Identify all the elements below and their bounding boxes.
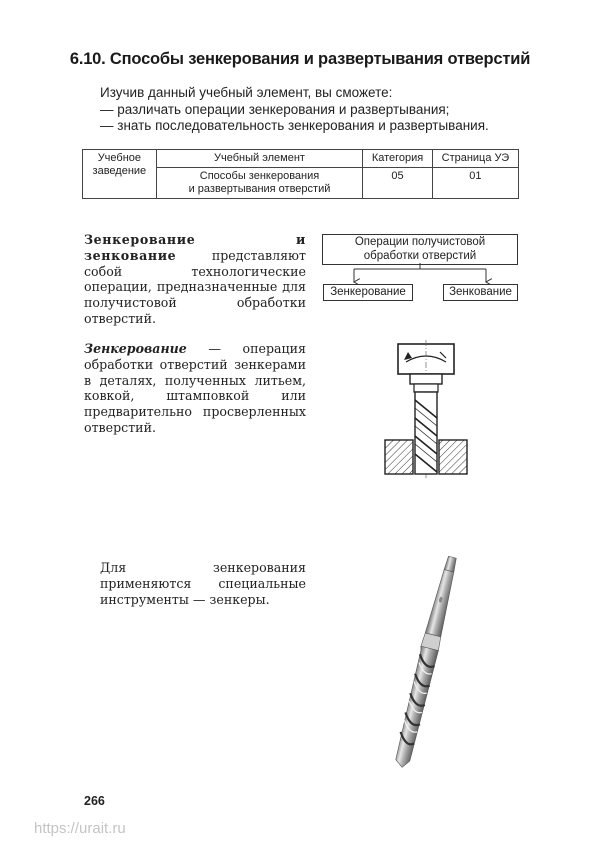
unit-name-cell	[156, 168, 363, 199]
term-zenkerovanie: Зенкерование	[84, 341, 187, 356]
countersinking-drawing	[380, 340, 470, 480]
page-number: 266	[84, 794, 105, 808]
unit-name-line: Способы зенкерования	[199, 170, 320, 182]
watermark-url: https://urait.ru	[34, 820, 126, 837]
header-category: Категория	[363, 150, 433, 168]
unit-name-line: и развертывания отверстий	[188, 183, 331, 195]
paragraph-text: представляют собой технологические операции, предназначенные для получистовой обработки отверстий.	[84, 247, 306, 326]
countersink-tool-image	[380, 552, 472, 774]
diagram-box-countersinking: Зенкерование	[323, 284, 413, 301]
header-page: Страница УЭ	[432, 150, 518, 168]
learning-objectives	[100, 85, 489, 135]
diagram-box-countersink: Зенкование	[443, 284, 518, 301]
header-institution: Учебное заведение	[83, 150, 157, 199]
paragraph-zenkerovanie	[84, 341, 306, 436]
paragraph-tools: Для зенкерования применяются специальные инструменты — зенкеры.	[100, 560, 306, 607]
term-countersinking: Зенкерование и зенкование	[84, 232, 306, 263]
diagram-root-line: Операции получистовой	[354, 236, 486, 248]
objectives-lead: Изучив данный учебный элемент, вы сможете:	[100, 85, 393, 100]
page-cell: 01	[432, 168, 518, 199]
paragraph-text: — операция обработки отверстий зенкерами в деталях, полученных литьем, ковкой, штамповкой или предварительно просверленных отверстий.	[84, 341, 306, 435]
diagram-arrows	[320, 263, 520, 285]
objective-item: — различать операции зенкерования и развертывания;	[100, 101, 450, 117]
objective-item: — знать последовательность зенкерования и развертывания.	[100, 118, 489, 133]
diagram-root-line: обработки отверстий	[363, 250, 477, 262]
page-title: 6.10. Способы зенкерования и развертывания отверстий	[69, 50, 531, 68]
paragraph-definition	[84, 232, 306, 327]
category-cell: 05	[363, 168, 433, 199]
header-unit: Учебный элемент	[156, 150, 363, 168]
study-unit-table	[82, 149, 519, 199]
diagram-root-box	[322, 234, 518, 265]
